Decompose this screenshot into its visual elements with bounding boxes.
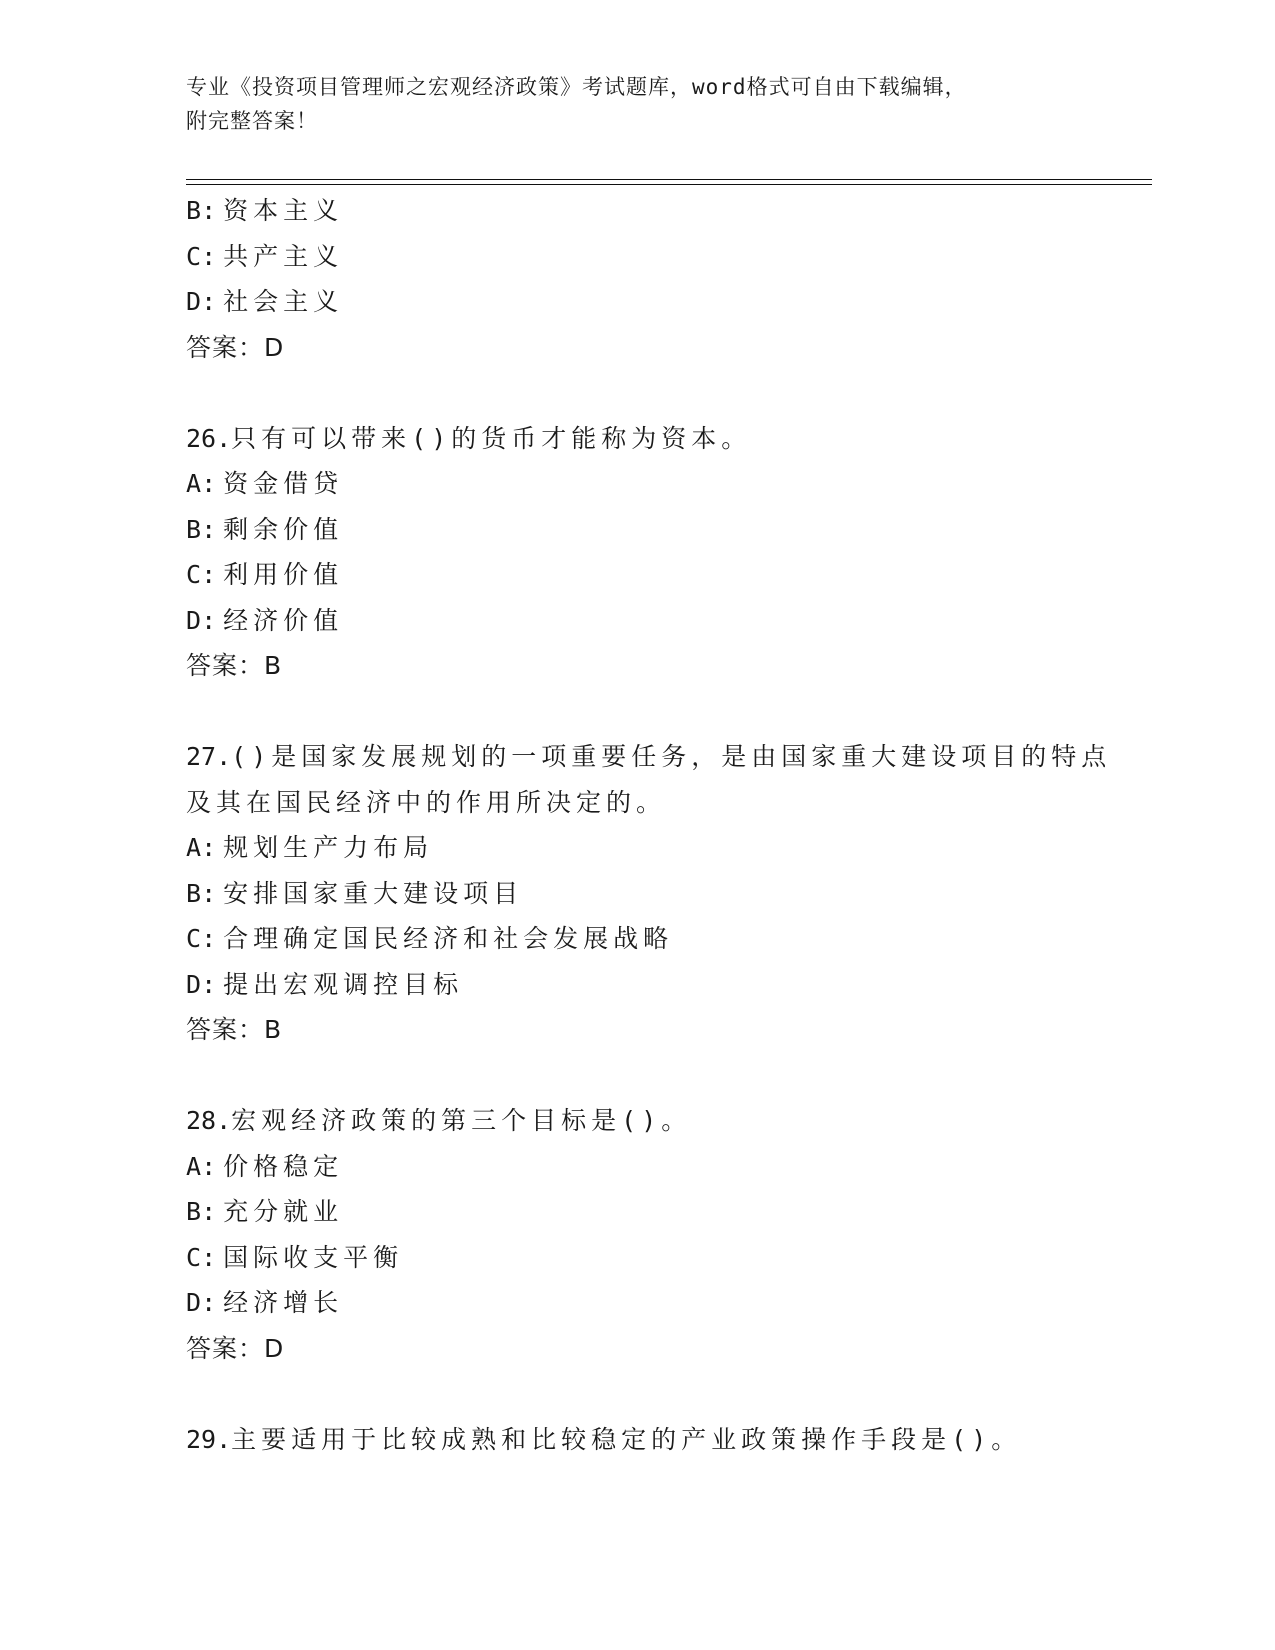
option-separator: :: [201, 1197, 217, 1226]
question-number: 29.: [186, 1424, 232, 1454]
option-separator: :: [201, 1288, 217, 1317]
option-c: [186, 552, 1146, 598]
question-stem: [186, 416, 1146, 462]
spacer: [186, 689, 1146, 735]
option-separator: :: [201, 924, 217, 953]
option-a: [186, 461, 1146, 507]
question-stem-continued: [186, 780, 1146, 826]
answer-label: 答案：: [186, 651, 265, 680]
header-line-1: 专业《投资项目管理师之宏观经济政策》考试题库，word格式可自由下载编辑，: [186, 75, 967, 99]
option-separator: :: [201, 560, 217, 589]
option-separator: :: [201, 833, 217, 862]
option-letter: D: [186, 1288, 202, 1317]
option-text: 剩余价值: [223, 514, 344, 544]
answer-line: [186, 325, 1146, 371]
question-number: 28.: [186, 1106, 232, 1135]
answer-value: B: [264, 1015, 282, 1044]
answer-label: 答案：: [186, 1015, 265, 1044]
option-text: 经济增长: [223, 1288, 344, 1317]
option-separator: :: [201, 241, 217, 271]
question-stem: [186, 734, 1146, 780]
option-separator: :: [201, 1151, 217, 1181]
option-text: 合理确定国民经济和社会发展战略: [223, 924, 674, 953]
question-stem: [186, 1417, 1146, 1463]
option-text: 资金借贷: [223, 469, 344, 498]
answer-value: D: [264, 1333, 284, 1363]
option-letter: A: [186, 469, 202, 498]
spacer: [186, 370, 1146, 416]
option-d: [186, 279, 1146, 325]
option-letter: B: [186, 878, 202, 908]
question-number: 26.: [186, 423, 232, 453]
option-text: 国际收支平衡: [223, 1242, 404, 1272]
option-d: [186, 598, 1146, 644]
answer-label: 答案：: [186, 332, 265, 362]
spacer: [186, 1371, 1146, 1417]
answer-line: [186, 1007, 1146, 1053]
option-text: 利用价值: [223, 560, 344, 589]
answer-value: D: [264, 332, 284, 362]
question-text: ()是国家发展规划的一项重要任务，是由国家重大建设项目的特点: [231, 742, 1112, 771]
option-b: [186, 871, 1146, 917]
question-text: 只有可以带来()的货币才能称为资本。: [231, 423, 752, 453]
option-b: [186, 1189, 1146, 1235]
answer-label: 答案：: [186, 1333, 265, 1363]
option-letter: D: [186, 969, 202, 999]
answer-line: [186, 643, 1146, 689]
option-d: [186, 962, 1146, 1008]
option-d: [186, 1280, 1146, 1326]
option-separator: :: [201, 514, 217, 544]
option-letter: C: [186, 924, 202, 953]
option-separator: :: [201, 1242, 217, 1272]
option-letter: D: [186, 605, 202, 635]
option-letter: B: [186, 1197, 202, 1226]
option-letter: C: [186, 1242, 202, 1272]
document-header: [186, 70, 1066, 138]
question-text: 主要适用于比较成熟和比较稳定的产业政策操作手段是()。: [231, 1424, 1022, 1454]
option-b: [186, 507, 1146, 553]
spacer: [186, 1053, 1146, 1099]
option-separator: :: [201, 878, 217, 908]
option-c: [186, 234, 1146, 280]
option-text: 提出宏观调控目标: [223, 969, 464, 999]
option-b: [186, 188, 1146, 234]
option-text: 社会主义: [223, 287, 344, 316]
option-text: 安排国家重大建设项目: [223, 878, 524, 908]
option-c: [186, 916, 1146, 962]
option-a: [186, 1144, 1146, 1190]
question-stem: [186, 1098, 1146, 1144]
header-line-2: 附完整答案！: [186, 109, 318, 133]
option-text: 价格稳定: [223, 1151, 344, 1181]
question-text: 宏观经济政策的第三个目标是()。: [231, 1106, 692, 1135]
option-text: 规划生产力布局: [223, 833, 434, 862]
question-number: 27.: [186, 742, 232, 771]
option-text: 资本主义: [223, 196, 344, 225]
option-letter: C: [186, 241, 202, 271]
answer-value: B: [264, 651, 282, 680]
option-letter: A: [186, 833, 202, 862]
option-letter: B: [186, 514, 202, 544]
option-a: [186, 825, 1146, 871]
option-c: [186, 1235, 1146, 1281]
header-divider-top: [186, 179, 1152, 180]
answer-line: [186, 1326, 1146, 1372]
question-text: 及其在国民经济中的作用所决定的。: [186, 787, 667, 817]
option-separator: :: [201, 196, 217, 225]
option-letter: A: [186, 1151, 202, 1181]
question-list: [186, 188, 1146, 1462]
option-separator: :: [201, 969, 217, 999]
option-text: 共产主义: [223, 241, 344, 271]
option-letter: B: [186, 196, 202, 225]
option-letter: C: [186, 560, 202, 589]
option-text: 经济价值: [223, 605, 344, 635]
option-separator: :: [201, 605, 217, 635]
header-divider-bottom: [186, 184, 1152, 185]
option-text: 充分就业: [223, 1197, 344, 1226]
option-separator: :: [201, 469, 217, 498]
option-letter: D: [186, 287, 202, 316]
option-separator: :: [201, 287, 217, 316]
